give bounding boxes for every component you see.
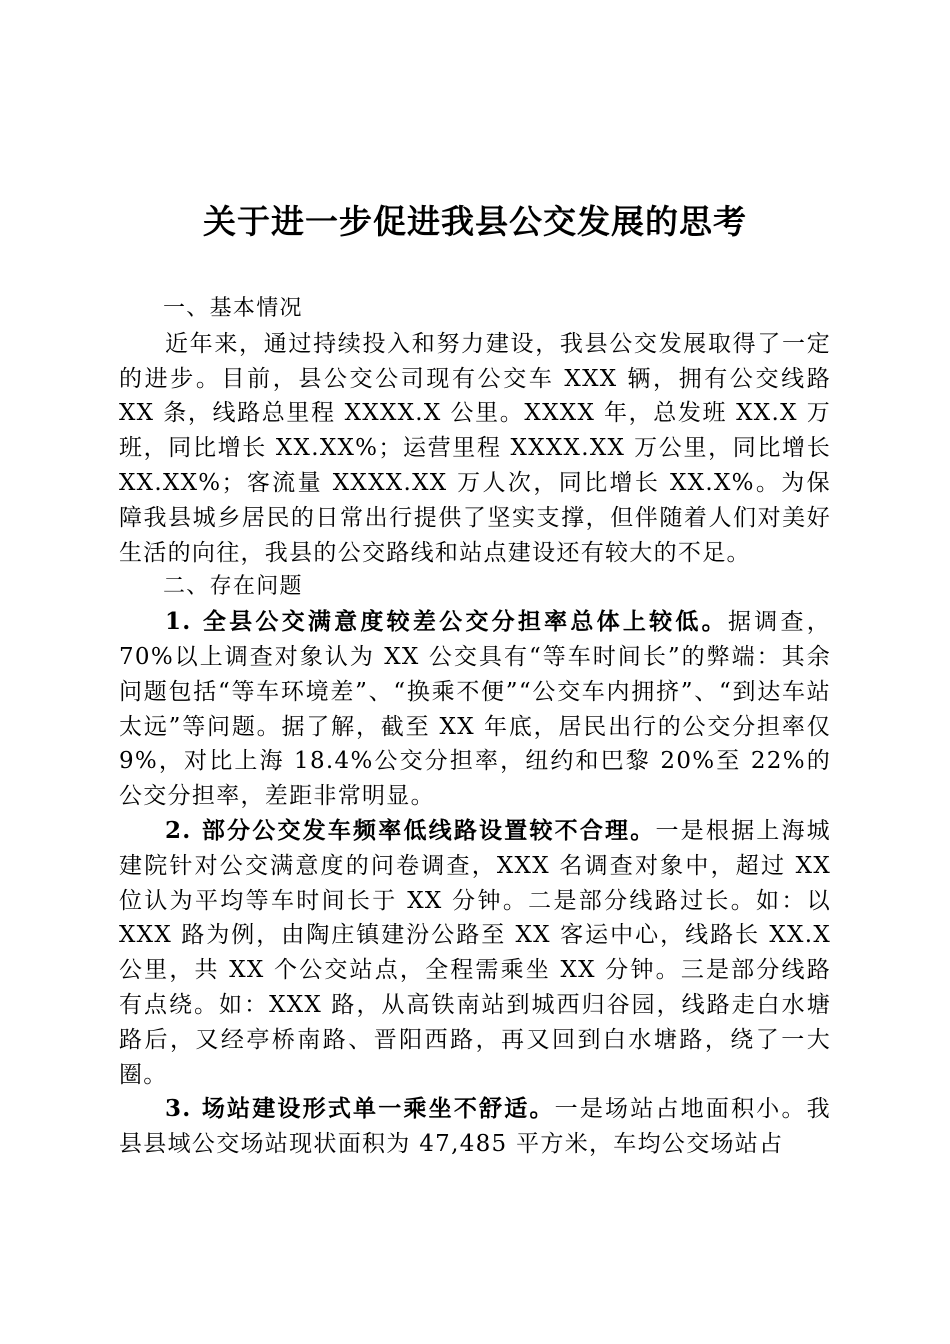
section-heading-problems: 二、存在问题 [163,574,303,600]
problem-item-3-text: 一是场站占地面积小。我县县域公交场站现状面积为 47,485 平方米，车均公交场站占 [119,1096,831,1158]
problem-item-1-text: 据调查，70%以上调查对象认为 XX 公交具有“等车时间长”的弊端：其余问题包括“等车环境差”、“换乘不便”“公交车内拥挤”、“到达车站太远”等问题。据了解，截至 XX 年底，居民出行的公交分担率仅 9%，对比上海 18.4%公交分担率，纽约和巴黎 20%至 22%的公交分担率，差距非常明显。 [119,609,831,810]
problem-item-1-lead: 1. 全县公交满意度较差公交分担率总体上较低。 [165,608,728,636]
problem-item-3-lead: 3. 场站建设形式单一乘坐不舒适。 [165,1095,555,1123]
problem-item-2 [119,814,831,1092]
problem-item-2-lead: 2. 部分公交发车频率低线路设置较不合理。 [165,816,656,844]
section-heading-basic: 一、基本情况 [163,296,303,321]
problem-item-1 [119,605,831,814]
document-title: 关于进一步促进我县公交发展的思考 [203,202,747,241]
problem-item-3 [119,1092,831,1162]
document-body [119,292,831,1162]
paragraph-basic: 近年来，通过持续投入和努力建设，我县公交发展取得了一定的进步。目前，县公交公司现有公交车 XXX 辆，拥有公交线路 XX 条，线路总里程 XXXX.X 公里。XXXX 年，总发班 XX.X 万班，同比增长 XX.XX%；运营里程 XXXX.XX 万公里，同比增长 XX.XX%；客流量 XXXX.XX 万人次，同比增长 XX.X%。为保障我县城乡居民的日常出行提供了坚实支撑，但伴随着人们对美好生活的向往，我县的公交路线和站点建设还有较大的不足。 [119,330,831,566]
problem-item-2-text: 一是根据上海城建院针对公交满意度的问卷调查，XXX 名调查对象中，超过 XX 位认为平均等车时间长于 XX 分钟。二是部分线路过长。如：以 XXX 路为例，由陶庄镇建汾公路至 XX 客运中心，线路长 XX.X 公里，共 XX 个公交站点，全程需乘坐 XX 分钟。三是部分线路有点绕。如：XXX 路，从高铁南站到城西归谷园，线路走白水塘路后，又经亭桥南路、晋阳西路，再又回到白水塘路，绕了一大圈。 [119,817,831,1088]
